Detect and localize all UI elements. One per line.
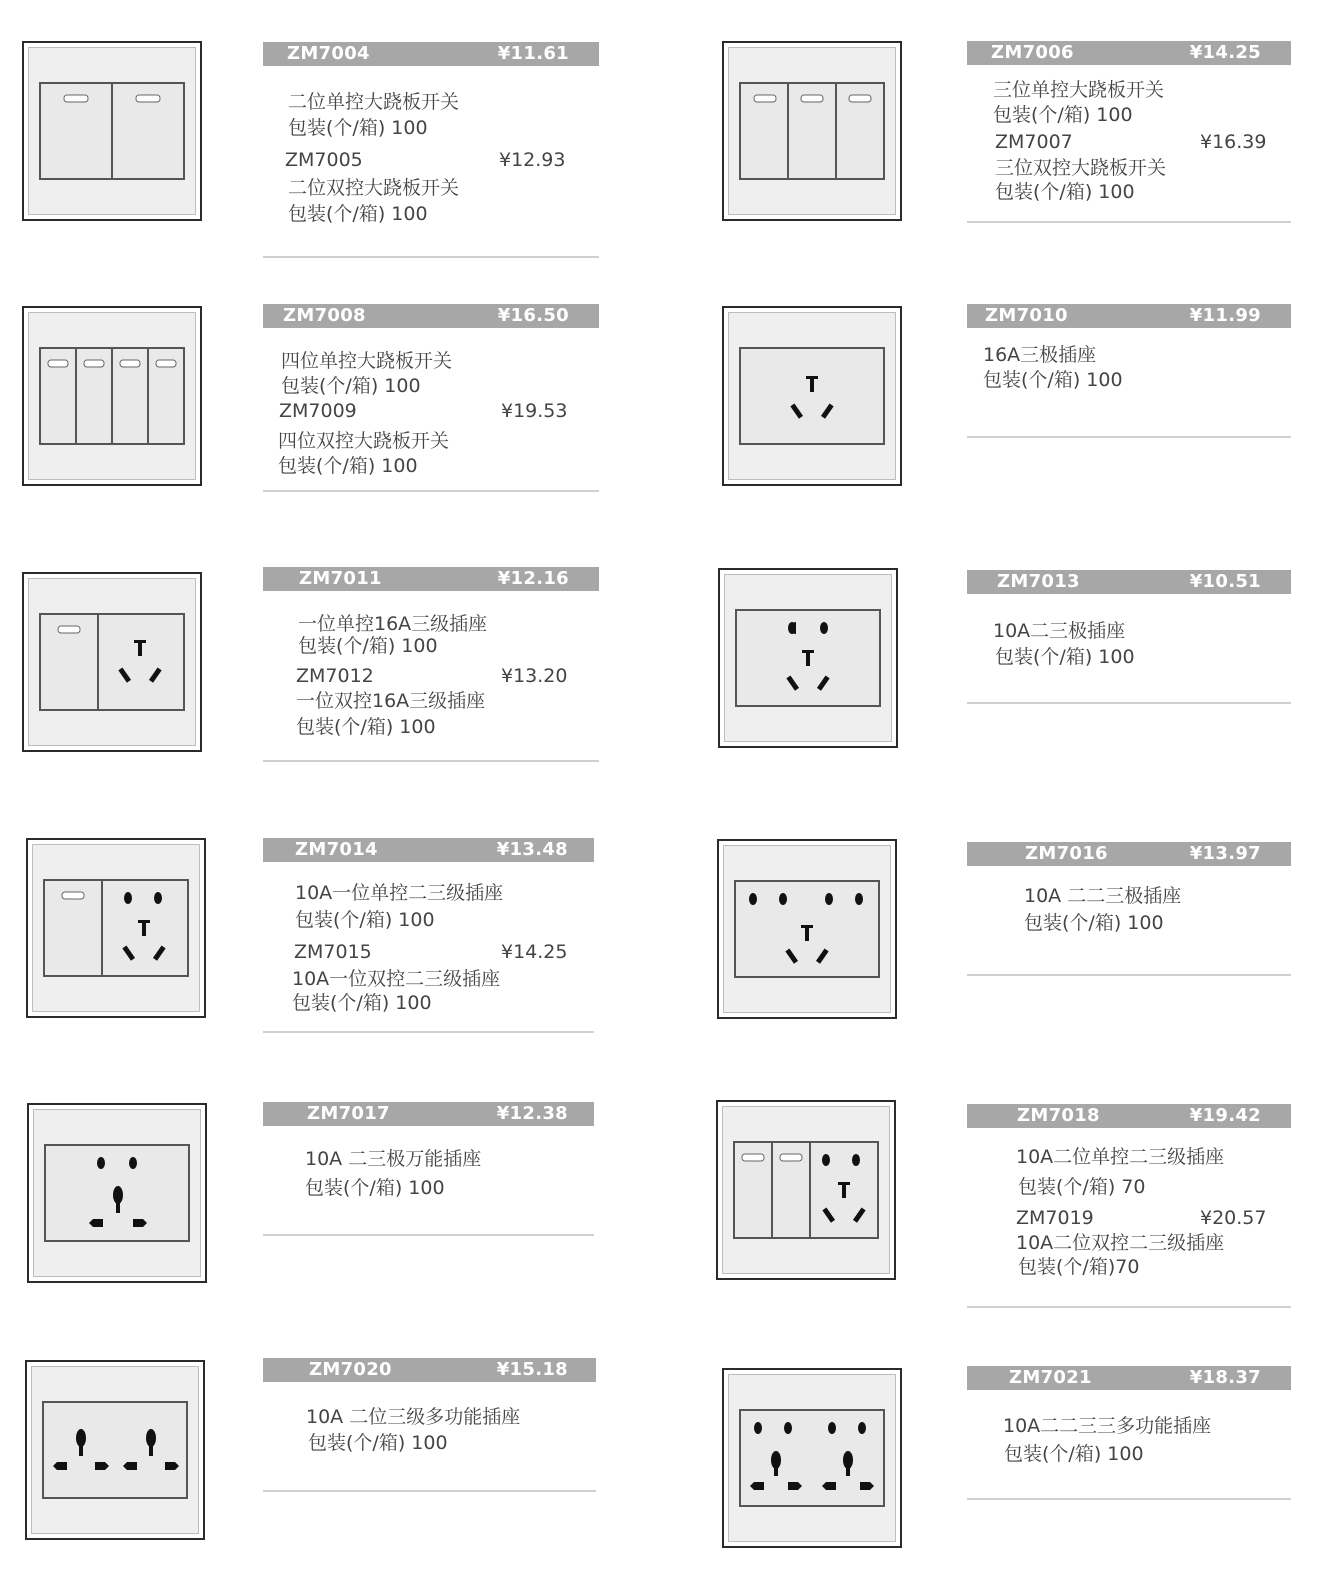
product-name: 10A二位单控二三级插座 — [1016, 1146, 1225, 1168]
product-image — [22, 41, 202, 221]
product-info — [263, 304, 599, 477]
variant-code: ZM7007 — [995, 131, 1073, 153]
code-price-bar — [967, 1104, 1291, 1128]
variant-code: ZM7015 — [294, 941, 372, 963]
product-name: 三位单控大跷板开关 — [993, 79, 1165, 101]
variant-packaging: 包装(个/箱) 100 — [288, 203, 428, 225]
product-name: 一位单控16A三级插座 — [298, 613, 488, 635]
code-price-bar — [967, 842, 1291, 866]
universal-socket-icon — [29, 1105, 205, 1281]
code-price-bar — [263, 1358, 596, 1382]
variant-name: 10A一位双控二三级插座 — [292, 968, 501, 990]
product-image — [716, 1100, 896, 1280]
variant-packaging: 包装(个/箱) 100 — [995, 181, 1135, 203]
product-image — [717, 839, 897, 1019]
product-image — [26, 838, 206, 1018]
code-price-bar — [263, 1102, 594, 1126]
product-image — [722, 41, 902, 221]
variant-price: ¥20.57 — [1200, 1207, 1267, 1229]
product-price: ¥11.61 — [497, 43, 569, 64]
variant-name: 一位双控16A三级插座 — [296, 690, 486, 712]
code-price-bar — [263, 567, 599, 591]
product-info — [967, 570, 1291, 668]
product-name: 10A 二二三极插座 — [1024, 885, 1182, 907]
product-image — [722, 306, 902, 486]
code-price-bar — [967, 570, 1291, 594]
variant-code: ZM7019 — [1016, 1207, 1094, 1229]
packaging: 包装(个/箱) 100 — [288, 117, 428, 139]
product-code: ZM7006 — [991, 42, 1074, 63]
switch-two-three-socket-icon — [28, 840, 204, 1016]
two-switch-socket-icon — [718, 1102, 894, 1278]
product-info — [967, 1104, 1291, 1278]
product-code: ZM7020 — [309, 1359, 392, 1380]
packaging: 包装(个/箱) 100 — [298, 635, 438, 657]
product-price: ¥16.50 — [497, 305, 569, 326]
variant-price: ¥19.53 — [501, 400, 568, 422]
packaging: 包装(个/箱) 70 — [1018, 1176, 1146, 1198]
packaging: 包装(个/箱) 100 — [993, 104, 1133, 126]
divider — [967, 1306, 1291, 1308]
product-info — [263, 567, 599, 738]
product-price: ¥13.48 — [496, 839, 568, 860]
product-image — [718, 568, 898, 748]
variant-packaging: 包装(个/箱) 100 — [278, 455, 418, 477]
product-price: ¥15.18 — [496, 1359, 568, 1380]
product-info — [263, 42, 599, 225]
product-price: ¥12.38 — [496, 1103, 568, 1124]
divider — [263, 490, 599, 492]
variant-code: ZM7012 — [296, 665, 374, 687]
product-info — [967, 1366, 1291, 1465]
product-price: ¥12.16 — [497, 568, 569, 589]
divider — [263, 1490, 596, 1492]
product-code: ZM7021 — [1009, 1367, 1092, 1388]
product-name: 10A 二位三级多功能插座 — [306, 1406, 521, 1428]
product-image — [722, 1368, 902, 1548]
product-image — [22, 572, 202, 752]
variant-price: ¥16.39 — [1200, 131, 1267, 153]
multi-function-socket-icon — [724, 1370, 900, 1546]
product-price: ¥19.42 — [1189, 1105, 1261, 1126]
code-price-bar — [967, 1366, 1291, 1390]
divider — [263, 760, 599, 762]
product-name: 10A 二三极万能插座 — [305, 1148, 482, 1170]
two-three-pin-socket-icon — [720, 570, 896, 746]
product-code: ZM7011 — [299, 568, 382, 589]
variant-code: ZM7005 — [285, 149, 363, 171]
product-name: 16A三极插座 — [983, 344, 1097, 366]
divider — [967, 702, 1291, 704]
product-code: ZM7010 — [985, 305, 1068, 326]
two-two-three-socket-icon — [719, 841, 895, 1017]
divider — [263, 1031, 594, 1033]
variant-name: 二位双控大跷板开关 — [288, 177, 460, 199]
variant-name: 10A二位双控二三级插座 — [1016, 1232, 1225, 1254]
product-code: ZM7004 — [287, 43, 370, 64]
product-code: ZM7014 — [295, 839, 378, 860]
switch-socket-icon — [24, 574, 200, 750]
packaging: 包装(个/箱) 100 — [308, 1432, 448, 1454]
code-price-bar — [967, 304, 1291, 328]
product-info — [967, 842, 1291, 934]
packaging: 包装(个/箱) 100 — [1004, 1443, 1144, 1465]
product-price: ¥10.51 — [1189, 571, 1261, 592]
divider — [967, 221, 1291, 223]
product-price: ¥14.25 — [1189, 42, 1261, 63]
variant-packaging: 包装(个/箱)70 — [1018, 1256, 1140, 1278]
product-info — [967, 304, 1291, 391]
divider — [263, 256, 599, 258]
divider — [967, 974, 1291, 976]
product-info — [263, 1102, 594, 1199]
product-name: 10A二二三三多功能插座 — [1003, 1415, 1212, 1437]
product-name: 四位单控大跷板开关 — [281, 350, 453, 372]
code-price-bar — [263, 304, 599, 328]
packaging: 包装(个/箱) 100 — [281, 375, 421, 397]
variant-price: ¥14.25 — [501, 941, 568, 963]
product-code: ZM7013 — [997, 571, 1080, 592]
product-info — [263, 838, 594, 1014]
product-price: ¥13.97 — [1189, 843, 1261, 864]
code-price-bar — [967, 41, 1291, 65]
three-pin-socket-icon — [724, 308, 900, 484]
product-info — [967, 41, 1291, 203]
product-name: 10A一位单控二三级插座 — [295, 882, 504, 904]
product-name: 10A二三极插座 — [993, 620, 1126, 642]
product-image — [27, 1103, 207, 1283]
divider — [967, 436, 1291, 438]
product-code: ZM7017 — [307, 1103, 390, 1124]
variant-price: ¥13.20 — [501, 665, 568, 687]
code-price-bar — [263, 838, 594, 862]
product-code: ZM7018 — [1017, 1105, 1100, 1126]
variant-code: ZM7009 — [279, 400, 357, 422]
two-gang-switch-icon — [24, 43, 200, 219]
packaging: 包装(个/箱) 100 — [305, 1177, 445, 1199]
product-price: ¥11.99 — [1189, 305, 1261, 326]
three-gang-switch-icon — [724, 43, 900, 219]
variant-packaging: 包装(个/箱) 100 — [292, 992, 432, 1014]
packaging: 包装(个/箱) 100 — [995, 646, 1135, 668]
packaging: 包装(个/箱) 100 — [1024, 912, 1164, 934]
double-universal-socket-icon — [27, 1362, 203, 1538]
variant-name: 四位双控大跷板开关 — [278, 430, 450, 452]
product-image — [25, 1360, 205, 1540]
product-code: ZM7008 — [283, 305, 366, 326]
code-price-bar — [263, 42, 599, 66]
divider — [967, 1498, 1291, 1500]
packaging: 包装(个/箱) 100 — [295, 909, 435, 931]
product-image — [22, 306, 202, 486]
four-gang-switch-icon — [24, 308, 200, 484]
product-name: 二位单控大跷板开关 — [288, 91, 460, 113]
divider — [263, 1234, 594, 1236]
packaging: 包装(个/箱) 100 — [983, 369, 1123, 391]
product-info — [263, 1358, 596, 1454]
variant-packaging: 包装(个/箱) 100 — [296, 716, 436, 738]
variant-name: 三位双控大跷板开关 — [995, 157, 1167, 179]
variant-price: ¥12.93 — [499, 149, 566, 171]
product-code: ZM7016 — [1025, 843, 1108, 864]
product-price: ¥18.37 — [1189, 1367, 1261, 1388]
